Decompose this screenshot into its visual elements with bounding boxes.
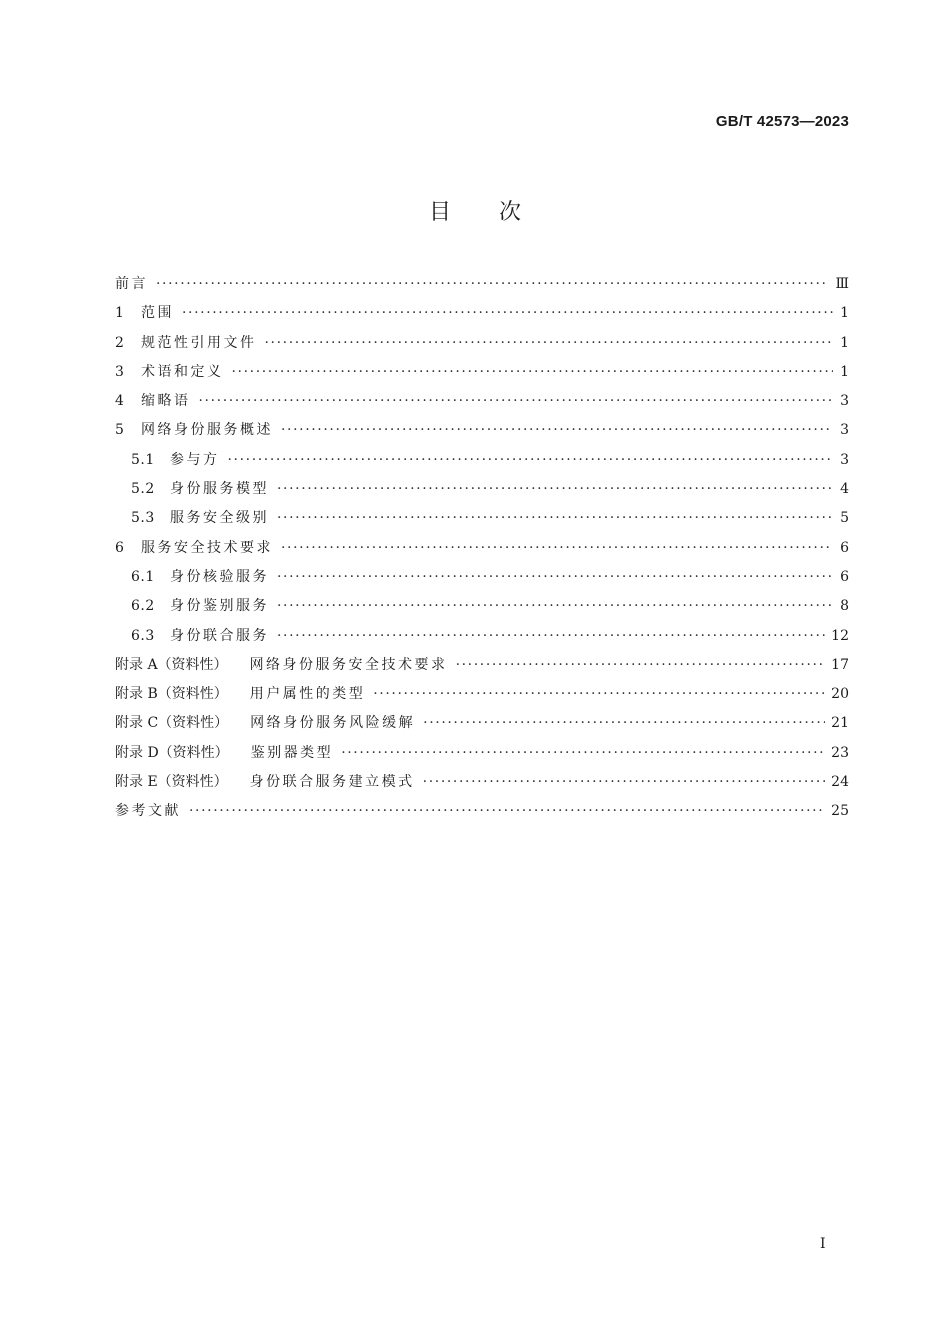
toc-entry[interactable]: [115, 329, 849, 358]
page-number: I: [820, 1236, 826, 1252]
toc-entry-number: 4: [115, 393, 125, 410]
toc-entry-label: 参考文献: [115, 803, 181, 820]
toc-entry-number: 5.2: [131, 481, 155, 498]
toc-entry[interactable]: [115, 651, 849, 680]
toc-entry-page-number: 3: [840, 393, 849, 410]
dot-leader: [281, 416, 833, 445]
toc-entry-label: 身份鉴别服务: [170, 598, 269, 615]
toc-entry-appendix-prefix: 附录 E（资料性）: [115, 774, 228, 791]
toc-entry-number: 2: [115, 334, 125, 351]
toc-entry-page-number: 3: [840, 422, 849, 439]
toc-entry-appendix-prefix: 附录 B（资料性）: [115, 686, 228, 703]
toc-entry-number: 5.3: [131, 510, 155, 527]
dot-leader: [265, 329, 834, 358]
toc-entry-page-number: 6: [840, 568, 849, 585]
toc-entry[interactable]: [115, 504, 849, 533]
toc-entry-page-number: 3: [840, 451, 849, 468]
toc-entry[interactable]: [115, 446, 849, 475]
toc-entry-label: 鉴别器类型: [250, 744, 334, 761]
toc-entry-number: 6.1: [131, 568, 155, 585]
toc-entry-page-number: 21: [831, 715, 849, 732]
dot-leader: [228, 446, 834, 475]
toc-entry[interactable]: [115, 768, 849, 797]
toc-entry[interactable]: [115, 416, 849, 445]
toc-entry-number: 5: [115, 422, 125, 439]
toc-entry-page-number: 20: [831, 686, 849, 703]
dot-leader: [456, 651, 826, 680]
toc-entry-number: 5.1: [131, 451, 155, 468]
toc-entry[interactable]: [115, 270, 849, 299]
toc-entry-appendix-prefix: 附录 D（资料性）: [115, 744, 229, 761]
toc-entry-page-number: 25: [831, 803, 849, 820]
toc-entry-label: 身份联合服务建立模式: [249, 774, 415, 791]
toc-entry[interactable]: [115, 299, 849, 328]
toc-entry[interactable]: [115, 534, 849, 563]
toc-entry-number: 6.3: [131, 627, 155, 644]
dot-leader: [281, 534, 833, 563]
dot-leader: [199, 387, 834, 416]
dot-leader: [341, 739, 825, 768]
toc-entry-label: 参与方: [170, 451, 220, 468]
toc-entry-label: 规范性引用文件: [141, 334, 257, 351]
toc-entry[interactable]: [115, 709, 849, 738]
dot-leader: [423, 768, 826, 797]
toc-entry-page-number: 1: [840, 305, 849, 322]
toc-entry-label: 术语和定义: [141, 363, 224, 380]
toc-entry-label: 网络身份服务风险缓解: [250, 715, 416, 732]
dot-leader: [423, 709, 825, 738]
toc-entry-page-number: 1: [840, 334, 849, 351]
toc-entry-label: 前言: [115, 276, 148, 292]
toc-entry-page-number: 5: [840, 510, 849, 527]
toc-entry[interactable]: [115, 739, 849, 768]
dot-leader: [277, 622, 825, 651]
toc-entry-page-number: 24: [831, 774, 849, 791]
toc-entry-label: 网络身份服务概述: [141, 422, 273, 439]
dot-leader: [182, 299, 833, 328]
toc-entry[interactable]: [115, 797, 849, 826]
toc-entry-page-number: 12: [831, 627, 849, 644]
toc-entry-label: 网络身份服务安全技术要求: [249, 656, 448, 673]
dot-leader: [156, 270, 829, 299]
toc-entry-number: 6: [115, 539, 125, 556]
toc-entry[interactable]: [115, 387, 849, 416]
toc-entry-page-number: 6: [840, 539, 849, 556]
dot-leader: [189, 797, 825, 826]
dot-leader: [232, 358, 834, 387]
dot-leader: [373, 680, 825, 709]
toc-entry-label: 范围: [141, 305, 174, 322]
dot-leader: [277, 592, 833, 621]
table-of-contents: [115, 270, 849, 827]
toc-entry-label: 服务安全级别: [170, 510, 269, 527]
toc-entry-page-number: 4: [840, 481, 849, 498]
toc-entry-number: 1: [115, 305, 125, 322]
toc-entry-number: 3: [115, 363, 125, 380]
toc-entry-number: 6.2: [131, 598, 155, 615]
toc-entry[interactable]: [115, 563, 849, 592]
toc-entry-page-number: 8: [840, 598, 849, 615]
standard-number: GB/T 42573—2023: [715, 113, 849, 130]
toc-entry-appendix-prefix: 附录 C（资料性）: [115, 715, 229, 732]
page-title: 目次: [428, 200, 569, 225]
toc-entry-page-number: Ⅲ: [835, 276, 849, 292]
dot-leader: [277, 475, 833, 504]
toc-entry-label: 服务安全技术要求: [141, 539, 273, 556]
toc-entry-label: 身份联合服务: [170, 627, 269, 644]
toc-entry-page-number: 17: [831, 656, 849, 673]
toc-entry-label: 身份服务模型: [170, 481, 269, 498]
toc-entry-label: 用户属性的类型: [249, 686, 366, 703]
toc-entry[interactable]: [115, 592, 849, 621]
dot-leader: [277, 504, 833, 533]
toc-entry-appendix-prefix: 附录 A（资料性）: [115, 656, 228, 673]
toc-entry-page-number: 23: [831, 744, 849, 761]
toc-entry[interactable]: [115, 680, 849, 709]
toc-entry-page-number: 1: [840, 363, 849, 380]
toc-entry[interactable]: [115, 358, 849, 387]
toc-entry[interactable]: [115, 475, 849, 504]
dot-leader: [277, 563, 833, 592]
toc-entry-label: 身份核验服务: [170, 568, 269, 585]
toc-entry-label: 缩略语: [141, 393, 191, 410]
toc-entry[interactable]: [115, 622, 849, 651]
